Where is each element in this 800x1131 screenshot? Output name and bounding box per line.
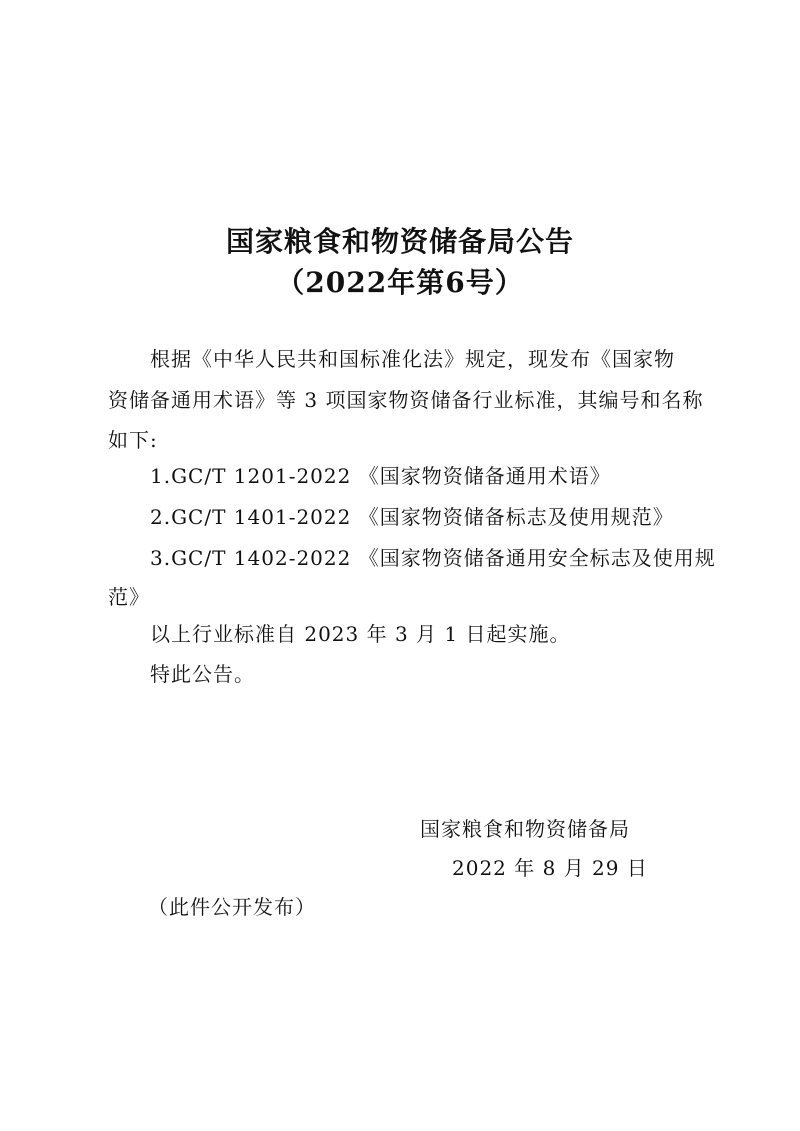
implementation-date-text: 以上行业标准自 2023 年 3 月 1 日起实施。 [150,622,571,646]
intro-line-2: 资储备通用术语》等 3 项国家物资储备行业标准，其编号和名称 [108,388,704,412]
intro-line-3: 如下: [108,428,158,452]
standard-item-3-continuation: 范》 [108,585,150,609]
document-title: 国家粮食和物资储备局公告 [225,225,574,258]
closing-text: 特此公告。 [150,662,255,686]
standard-item-3: 3.GC/T 1402-2022 《国家物资储备通用安全标志及使用规 [150,546,716,570]
standard-item-1: 1.GC/T 1201-2022 《国家物资储备通用术语》 [150,464,611,488]
standard-item-2: 2.GC/T 1401-2022 《国家物资储备标志及使用规范》 [150,505,674,529]
issuer-signature: 国家粮食和物资储备局 [420,817,630,841]
issue-date: 2022 年 8 月 29 日 [452,856,648,880]
publication-note: （此件公开发布） [148,895,316,919]
intro-line-1: 根据《中华人民共和国标准化法》规定，现发布《国家物 [150,347,675,371]
document-number: （2022年第6号） [276,266,524,299]
